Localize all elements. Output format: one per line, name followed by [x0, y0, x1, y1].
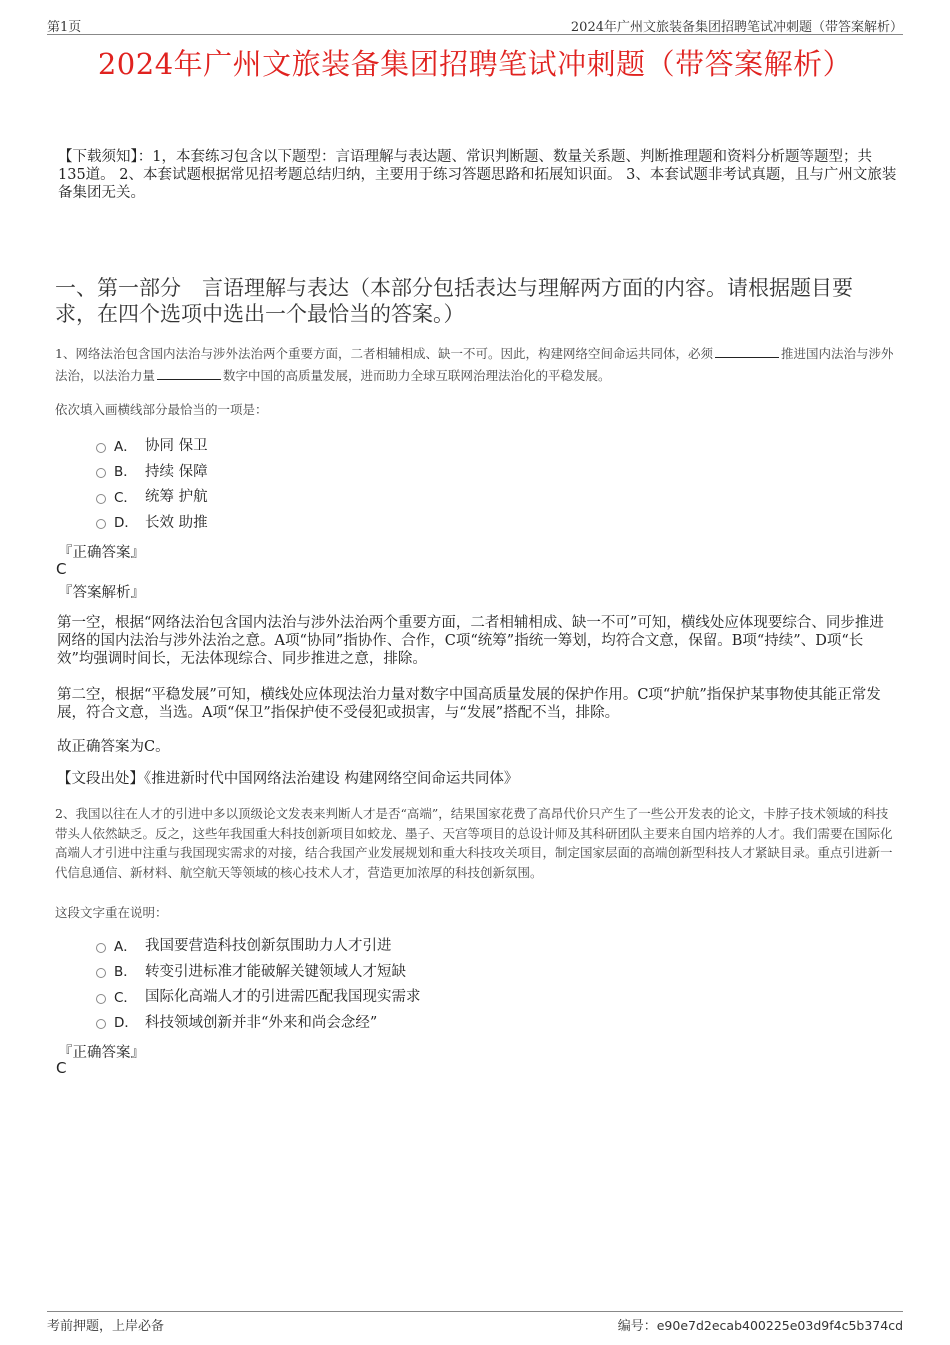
question-2-options — [96, 932, 421, 1034]
radio-icon[interactable] — [96, 468, 106, 478]
page-footer — [47, 1311, 903, 1336]
question-1-options — [96, 432, 208, 534]
radio-icon[interactable] — [96, 494, 106, 504]
option-letter: B． — [114, 964, 137, 981]
option-text: 转变引进标准才能破解关键领域人才短缺 — [145, 963, 406, 980]
option-c[interactable] — [96, 483, 208, 509]
analysis-paragraph-1: 第一空，根据“网络法治包含国内法治与涉外法治两个重要方面，二者相辅相成、缺一不可”可知，横线处应体现要综合、同步推进网络的国内法治与涉外法治之意。A项“协同”指协作、合作，C项“统筹”指统一筹划，均符合文意，保留。B项“持续”、D项“长效”均强调时间长，无法体现综合、同步推进之意，排除。 — [57, 615, 884, 667]
question-1-stem — [55, 343, 898, 387]
correct-answer-label: 『正确答案』 — [58, 1045, 145, 1061]
fill-blank-1 — [715, 345, 779, 358]
analysis-conclusion: 故正确答案为C。 — [57, 739, 170, 755]
footer-code-value: e90e7d2ecab400225e03d9f4c5b374cd — [656, 1318, 903, 1333]
fill-blank-2 — [157, 367, 221, 380]
option-letter: C． — [114, 989, 137, 1006]
radio-icon[interactable] — [96, 968, 106, 978]
correct-answer-label: 『正确答案』 — [58, 545, 145, 561]
passage-source: 【文段出处】《推进新时代中国网络法治建设 构建网络空间命运共同体》 — [57, 771, 519, 787]
page-header — [47, 14, 903, 35]
option-b[interactable] — [96, 958, 421, 984]
option-text: 协同 保卫 — [145, 438, 208, 455]
footer-slogan: 考前押题，上岸必备 — [47, 1319, 165, 1334]
option-text: 统筹 护航 — [145, 489, 208, 506]
option-letter: C． — [114, 489, 137, 506]
option-d[interactable] — [96, 509, 208, 535]
radio-icon[interactable] — [96, 443, 106, 453]
option-text: 我国要营造科技创新氛围助力人才引进 — [145, 938, 392, 955]
option-text: 国际化高端人才的引进需匹配我国现实需求 — [145, 989, 421, 1006]
document-title: 2024年广州文旅装备集团招聘笔试冲刺题（带答案解析） — [97, 47, 853, 81]
page-number: 第1页 — [47, 20, 82, 35]
question-1-prompt: 依次填入画横线部分最恰当的一项是： — [55, 402, 268, 417]
option-c[interactable] — [96, 983, 421, 1009]
analysis-paragraph-2: 第二空，根据“平稳发展”可知，横线处应体现法治力量对数字中国高质量发展的保护作用。C项“护航”指保护某事物使其能正常发展，符合文意，当选。A项“保卫”指保护使不受侵犯或损害，与“发展”搭配不当，排除。 — [57, 687, 881, 721]
option-text: 长效 助推 — [145, 514, 208, 531]
option-letter: B． — [114, 464, 137, 481]
question-1-stem-part3: 数字中国的高质量发展，进而助力全球互联网治理法治化的平稳发展。 — [223, 368, 611, 383]
option-text: 持续 保障 — [145, 463, 208, 480]
header-doc-title: 2024年广州文旅装备集团招聘笔试冲刺题（带答案解析） — [570, 20, 903, 35]
footer-code-label: 编号： — [617, 1319, 657, 1334]
download-notice: 【下载须知】：1，本套练习包含以下题型：言语理解与表达题、常识判断题、数量关系题、判断推理题和资料分析题等题型；共135道。 2、本套试题根据常见招考题总结归纳，主要用于练习答题思路和拓展知识面。 3、本套试题非考试真题，且与广州文旅装备集团无关。 — [58, 149, 897, 201]
option-letter: D． — [114, 1015, 138, 1032]
option-letter: A． — [114, 938, 137, 955]
radio-icon[interactable] — [96, 994, 106, 1004]
radio-icon[interactable] — [96, 1019, 106, 1029]
analysis-label: 『答案解析』 — [58, 585, 145, 601]
option-letter: D． — [114, 515, 138, 532]
correct-answer-value: C — [56, 560, 67, 578]
option-a[interactable] — [96, 432, 208, 458]
option-b[interactable] — [96, 458, 208, 484]
question-2-stem: 2、我国以往在人才的引进中多以顶级论文发表来判断人才是否“高端”，结果国家花费了高昂代价只产生了一些公开发表的论文，卡脖子技术领域的科技带头人依然缺乏。反之，这些年我国重大科技创新项目如蛟龙、墨子、天宫等项目的总设计师及其科研团队主要来自国内培养的人才。我们需要在国际化高端人才引进中注重与我国现实需求的对接，结合我国产业发展规划和重大科技攻关项目，制定国家层面的高端创新型科技人才紧缺目录。重点引进新一代信息通信、新材料、航空航天等领域的核心技术人才，营造更加浓厚的科技创新氛围。 — [55, 806, 893, 880]
correct-answer-value: C — [56, 1059, 67, 1077]
radio-icon[interactable] — [96, 943, 106, 953]
radio-icon[interactable] — [96, 519, 106, 529]
footer-code — [618, 1315, 903, 1334]
option-a[interactable] — [96, 932, 421, 958]
option-letter: A． — [114, 438, 137, 455]
section-heading: 一、第一部分 言语理解与表达（本部分包括表达与理解两方面的内容。请根据题目要求，在四个选项中选出一个最恰当的答案。） — [55, 276, 853, 326]
question-1-stem-part1: 1、网络法治包含国内法治与涉外法治两个重要方面，二者相辅相成、缺一不可。因此，构建网络空间命运共同体，必须 — [55, 346, 713, 361]
option-text: 科技领域创新并非“外来和尚会念经” — [145, 1014, 378, 1031]
option-d[interactable] — [96, 1009, 421, 1035]
question-1-stem-part2: 推进国内法治与涉外法治，以法治力量 — [55, 346, 894, 383]
question-2-prompt: 这段文字重在说明： — [55, 905, 168, 920]
